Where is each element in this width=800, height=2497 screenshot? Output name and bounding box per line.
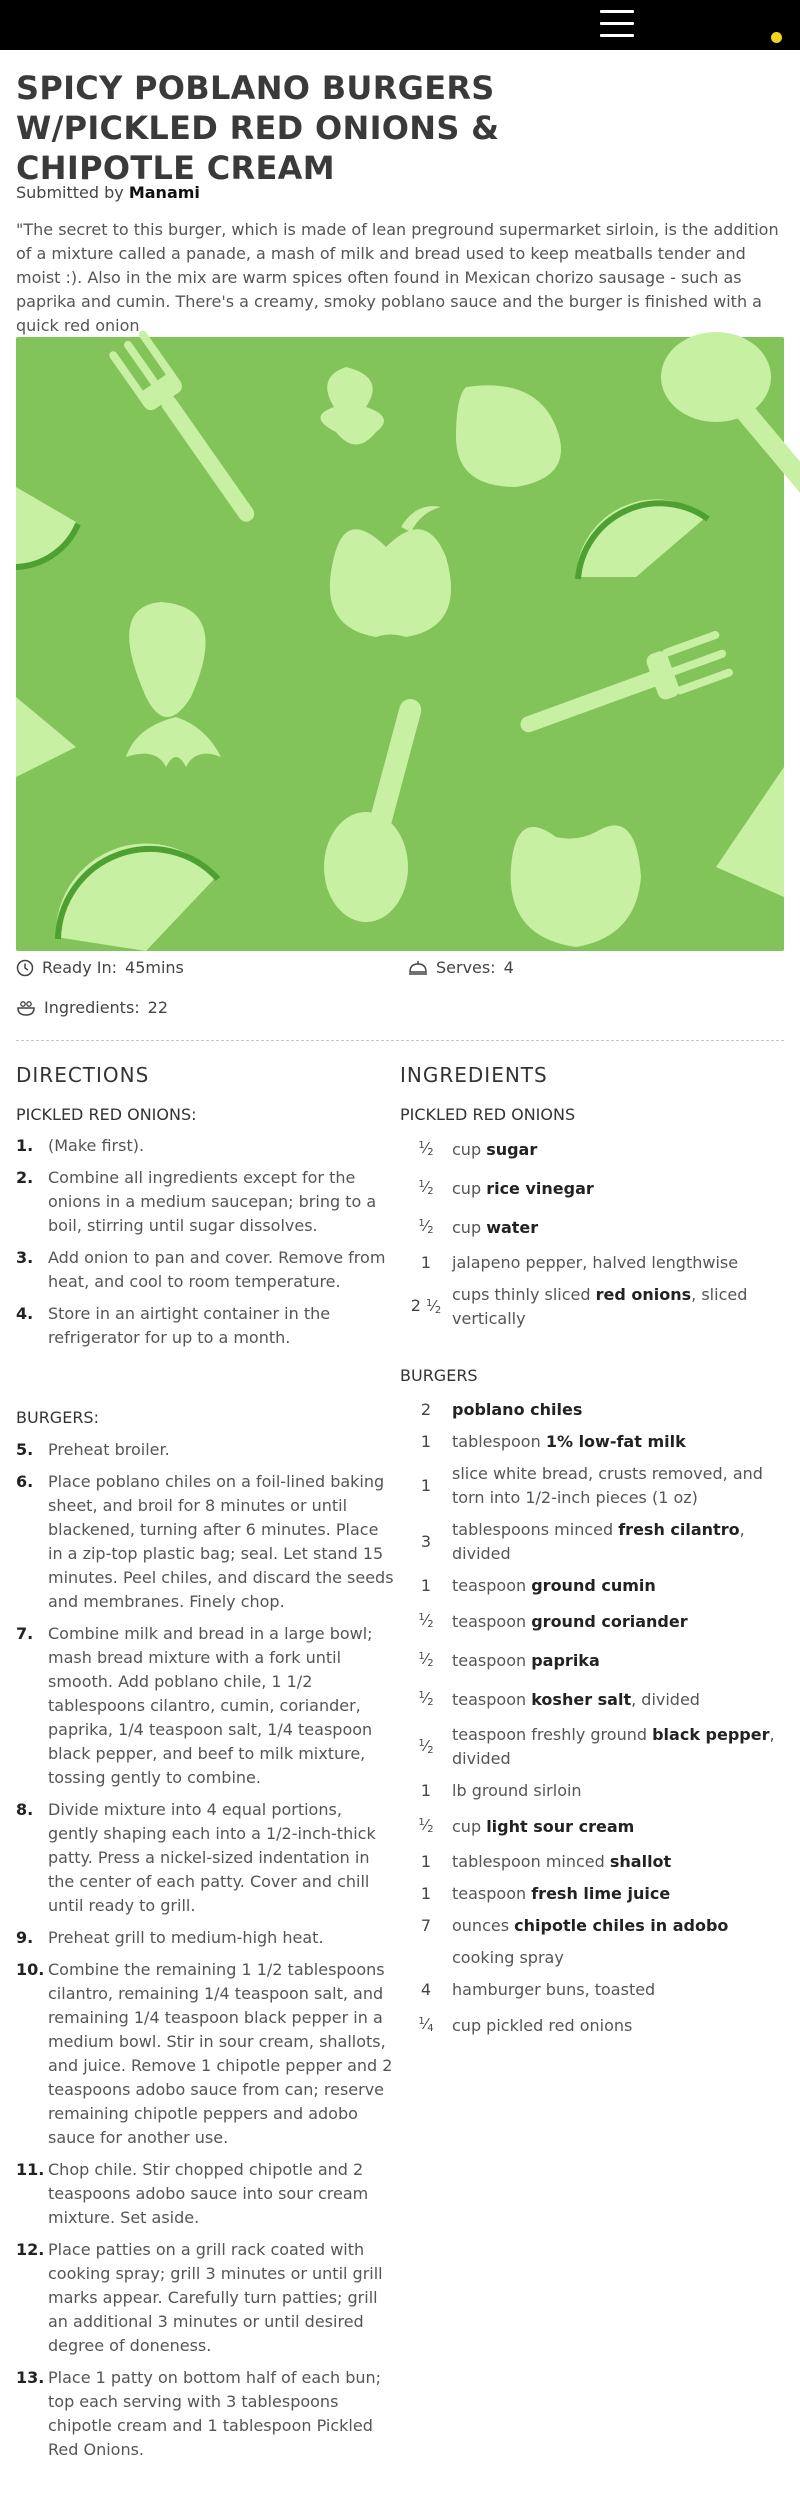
strawberry-icon [126,602,221,767]
ingredient-count [16,998,168,1017]
ingredient-quantity [400,1732,452,1763]
ingredient-prefix: teaspoon [452,1576,532,1595]
qty-whole: 1 [420,1852,432,1871]
ingredient-name-link[interactable]: shallot [609,1852,672,1871]
qty-whole: 1 [420,1253,432,1272]
ingredient-name-link[interactable]: rice vinegar [486,1178,594,1198]
direction-step [16,2366,400,2462]
recipe-hero-image [16,337,784,951]
ingredient-name-link[interactable]: black pepper [652,1725,770,1744]
ingredients-bowl-icon [16,999,36,1017]
directions-list [16,1134,400,1358]
ingredient-prefix: cooking spray [452,1948,564,1967]
qty-denominator: 2 [427,1619,434,1630]
step-text: Place 1 patty on bottom half of each bun; top each serving with 3 tablespoons chipotle cream and 1 tablespoon Pickled Red Onions. [48,2368,382,2459]
ingredient-item [400,1914,790,1938]
qty-whole: 1 [420,1576,432,1595]
ingredient-text [452,1518,788,1566]
top-nav-bar [0,0,800,50]
direction-step [16,1302,400,1350]
step-number: 2. [16,1168,34,1187]
step-number: 3. [16,1248,34,1267]
ingredient-prefix: lb ground sirloin [452,1781,582,1800]
step-number: 12. [16,2240,45,2259]
direction-step [16,1166,400,1238]
ingredient-item [400,1134,790,1165]
submitted-prefix: Submitted by [16,183,129,202]
ingredient-quantity [400,1398,452,1422]
ingredient-quantity [400,1530,452,1554]
ingredients-subheading: BURGERS [400,1366,478,1385]
serving-dish-icon [408,959,428,977]
ingredient-quantity [400,1606,452,1637]
ingredient-text [452,2014,788,2038]
ingredient-item [400,1251,790,1275]
qty-denominator: 2 [427,1658,434,1669]
ingredient-prefix: hamburger buns, toasted [452,1980,656,1999]
step-text: Divide mixture into 4 equal portions, gently shaping each into a 1/2-inch-thick patty. Press a nickel-sized indentation in the center of each patty. Cover and chill until ready to grill. [48,1800,376,1915]
ingredient-item [400,1978,790,2002]
qty-fraction: $^1⁄_2$ [426,1296,442,1316]
ingredient-text [452,1251,788,1275]
qty-whole: 3 [420,1532,432,1551]
food-pattern-illustration [16,337,784,951]
ingredient-text [452,1688,788,1712]
ingredient-text [452,1914,788,1938]
ingredient-quantity [400,1173,452,1204]
spoon-icon [661,332,800,506]
ingredient-item [400,1811,790,1842]
ingredient-item [400,1645,790,1676]
recipe-title: SPICY POBLANO BURGERS W/PICKLED RED ONIONS & CHIPOTLE CREAM [16,69,500,187]
ingredient-text [452,1574,788,1598]
strawberry-icon [320,367,561,487]
ingredient-text [452,1882,788,1906]
direction-step [16,1438,400,1462]
ingredient-text [452,1946,788,1970]
ingredient-text [452,1850,788,1874]
directions-list [16,1438,400,2470]
qty-whole: 4 [420,1980,432,1999]
step-text: Chop chile. Stir chopped chipotle and 2 teaspoons adobo sauce into sour cream mixture. Set aside. [48,2160,369,2227]
ingredient-name-link[interactable]: kosher salt [531,1689,632,1709]
fork-icon [513,630,734,750]
qty-whole: 7 [420,1916,432,1935]
step-number: 5. [16,1440,34,1459]
ingredient-name-link[interactable]: ground coriander [531,1611,688,1631]
ingredient-item [400,1684,790,1715]
ingredient-name-link[interactable]: poblano chiles [452,1400,583,1419]
direction-step [16,1926,400,1950]
qty-fraction: $^1⁄_2$ [418,1139,434,1158]
qty-fraction: $^1⁄_2$ [418,1816,434,1835]
lime-slice-icon [16,697,76,777]
qty-numerator: 1 [418,1737,425,1749]
step-number: 1. [16,1136,34,1155]
ingredient-prefix: cups thinly sliced [452,1285,596,1304]
notification-dot-icon[interactable] [771,32,782,43]
ready-label: Ready In: [42,958,118,977]
submitted-by [16,183,200,202]
ingredient-item [400,1283,790,1331]
ready-in [16,958,184,977]
step-number: 4. [16,1304,34,1323]
step-number: 9. [16,1928,34,1947]
qty-numerator: 1 [418,1817,425,1828]
ingredient-item [400,1430,790,1454]
clock-icon [16,959,34,977]
direction-step [16,1246,400,1294]
qty-fraction: $^1⁄_2$ [418,1689,434,1708]
ingredient-text [452,1430,788,1454]
ingredient-prefix: ounces [452,1916,515,1935]
ingredient-quantity [400,1292,452,1323]
author-link[interactable]: Manami [128,183,200,202]
qty-numerator: 1 [418,1218,425,1229]
step-number: 6. [16,1472,34,1491]
ingredient-name-link[interactable]: water [486,1217,539,1237]
ingredient-prefix: teaspoon [452,1611,532,1631]
serves [408,958,514,977]
step-number: 13. [16,2368,45,2387]
ingredients-value: 22 [147,998,169,1017]
direction-step [16,2238,400,2358]
step-number: 11. [16,2160,45,2179]
direction-step [16,1798,400,1918]
ingredient-item [400,1574,790,1598]
ingredient-prefix: tablespoon [452,1432,546,1451]
ingredient-name-link[interactable]: fresh lime juice [531,1884,671,1903]
step-text: Add onion to pan and cover. Remove from heat, and cool to room temperature. [48,1248,386,1291]
ingredient-quantity [400,1914,452,1938]
ingredient-suffix: , divided [452,1725,775,1768]
ingredients-label: Ingredients: [44,998,140,1017]
step-text: Store in an airtight container in the refrigerator for up to a month. [48,1304,331,1347]
serves-value: 4 [503,958,514,977]
qty-numerator: 1 [418,1690,425,1701]
ingredient-item [400,2010,790,2041]
ingredient-text [452,1177,788,1201]
ingredient-name-link[interactable]: light sour cream [486,1816,635,1836]
recipe-description: "The secret to this burger, which is made of lean preground supermarket sirloin, is the addition of a mixture called a panade, a mash of milk and bread used to keep meatballs tender and moist :). Also in the mix are warm spices often found in Mexican chorizo sausage - such as paprika and cumin. There's a creamy, smoky poblano sauce and the burger is finished with a quick red onion [16,220,779,335]
menu-line [600,34,634,37]
qty-denominator: 2 [427,1147,434,1158]
ingredient-text [452,1815,788,1839]
ingredients-subheading: PICKLED RED ONIONS [400,1105,576,1124]
ingredient-name-link[interactable]: fresh cilantro [618,1520,740,1539]
ingredient-prefix: cup [452,1816,487,1836]
qty-fraction: $^1⁄_2$ [418,1611,434,1630]
ingredient-text [452,1779,788,1803]
ingredient-quantity [400,1645,452,1676]
ingredient-item [400,1946,790,1970]
ingredient-name-link[interactable]: red onions [595,1285,692,1304]
step-text: (Make first). [48,1136,145,1155]
ingredient-prefix: tablespoon minced [452,1852,610,1871]
qty-fraction: $^1⁄_2$ [418,1650,434,1669]
directions-subheading: PICKLED RED ONIONS: [16,1105,197,1124]
direction-step [16,1470,400,1614]
serves-label: Serves: [436,958,496,977]
menu-line [600,10,634,13]
qty-whole: 1 [420,1432,432,1451]
ingredient-quantity [400,1684,452,1715]
ingredient-suffix: , sliced vertically [452,1285,748,1328]
step-text: Combine milk and bread in a large bowl; mash bread mixture with a fork until smooth. Add poblano chile, 1 1/2 tablespoons cilantro, cumin, coriander, paprika, 1/4 teaspoon salt, 1/4 teaspoon black pepper, and beef to milk mixture, tossing gently to combine. [48,1624,373,1787]
ingredients-list [400,1134,790,1339]
ingredient-item [400,1212,790,1243]
apple-icon [330,506,451,637]
qty-numerator: 1 [418,1651,425,1662]
direction-step [16,2158,400,2230]
ingredient-quantity [400,1779,452,1803]
ingredient-suffix: , divided [631,1689,700,1709]
ingredient-prefix: teaspoon [452,1650,532,1670]
direction-step [16,1134,400,1158]
qty-numerator: 1 [418,2016,425,2027]
ingredient-item [400,1606,790,1637]
qty-whole: 1 [420,1476,432,1495]
ingredient-quantity [400,1574,452,1598]
menu-line [600,22,634,25]
directions-heading: DIRECTIONS [16,1063,150,1087]
spoon-icon [324,697,424,922]
ingredient-suffix: , divided [452,1520,745,1563]
ingredient-quantity [400,1134,452,1165]
qty-denominator: 2 [427,1225,434,1236]
ingredient-quantity [400,1811,452,1842]
ingredient-name-link[interactable]: ground cumin [531,1576,656,1595]
qty-numerator: 1 [418,1612,425,1623]
qty-whole: 2 [410,1295,421,1315]
ingredient-name-link[interactable]: sugar [486,1139,538,1159]
fork-icon [108,329,269,533]
ingredient-prefix: cup [452,1139,487,1159]
ingredient-text [452,1462,788,1510]
ingredient-text [452,1138,788,1162]
apple-icon [511,825,641,947]
ingredient-item [400,1462,790,1510]
ingredients-heading: INGREDIENTS [400,1063,548,1087]
ingredient-item [400,1398,790,1422]
qty-numerator: 1 [418,1140,425,1151]
lime-slice-icon [716,767,784,897]
step-number: 8. [16,1800,34,1819]
ingredient-quantity [400,1251,452,1275]
ingredient-prefix: teaspoon [452,1689,532,1709]
ingredient-item [400,1882,790,1906]
ingredient-item [400,1173,790,1204]
section-divider [16,1040,784,1041]
qty-denominator: 4 [427,2023,434,2034]
ingredient-prefix: tablespoons minced [452,1520,619,1539]
qty-denominator: 2 [427,1824,434,1835]
directions-subheading: BURGERS: [16,1408,99,1427]
qty-denominator: 2 [427,1744,434,1756]
ingredient-prefix: cup [452,1217,487,1237]
ingredient-item [400,1850,790,1874]
hamburger-menu-icon[interactable] [600,7,634,39]
ingredient-name-link[interactable]: paprika [531,1650,600,1670]
ready-value: 45mins [125,958,184,977]
step-text: Place patties on a grill rack coated with cooking spray; grill 3 minutes or until grill marks appear. Carefully turn patties; grill an additional 3 minutes or until desired degree of doneness. [48,2240,383,2355]
step-text: Place poblano chiles on a foil-lined baking sheet, and broil for 8 minutes or until blackened, turning after 6 minutes. Place in a zip-top plastic bag; seal. Let stand 15 minutes. Peel chiles, and discard the seeds and membranes. Finely chop. [48,1472,394,1611]
ingredient-text [452,1649,788,1673]
ingredient-name-link[interactable]: chipotle chiles in adobo [514,1916,729,1935]
ingredient-prefix: slice white bread, crusts removed, and torn into 1/2-inch pieces (1 oz) [452,1464,763,1507]
ingredient-item [400,1779,790,1803]
ingredient-item [400,1723,790,1771]
step-text: Preheat broiler. [48,1440,170,1459]
lime-slice-icon [16,487,78,567]
ingredient-text [452,1723,788,1771]
ingredient-quantity [400,1978,452,2002]
ingredient-prefix: teaspoon [452,1884,532,1903]
ingredient-text [452,1398,788,1422]
lime-slice-icon [576,499,708,579]
qty-numerator: 1 [418,1179,425,1190]
ingredient-quantity [400,1430,452,1454]
ingredient-text [452,1216,788,1240]
step-text: Preheat grill to medium-high heat. [48,1928,324,1947]
qty-fraction: $^1⁄_2$ [418,1178,434,1197]
step-text: Combine all ingredients except for the onions in a medium saucepan; bring to a boil, stirring until sugar dissolves. [48,1168,377,1235]
ingredients-list [400,1398,790,2049]
ingredient-name-link[interactable]: 1% low-fat milk [545,1432,686,1451]
qty-whole: 1 [420,1884,432,1903]
ingredient-text [452,1283,788,1331]
direction-step [16,1958,400,2150]
qty-denominator: 2 [434,1304,442,1316]
ingredient-text [452,1978,788,2002]
qty-whole: 1 [420,1781,432,1800]
qty-fraction: $^1⁄_4$ [418,2015,434,2034]
ingredient-prefix: jalapeno pepper, halved lengthwise [452,1253,739,1272]
qty-fraction: $^1⁄_2$ [418,1736,434,1756]
step-number: 7. [16,1624,34,1643]
ingredient-quantity [400,1474,452,1498]
ingredient-quantity [400,1882,452,1906]
ingredient-quantity [400,2010,452,2041]
step-number: 10. [16,1960,45,1979]
direction-step [16,1622,400,1790]
ingredient-quantity [400,1850,452,1874]
qty-numerator: 1 [426,1297,433,1309]
lime-slice-icon [56,843,218,951]
ingredient-prefix: teaspoon freshly ground [452,1725,653,1744]
step-text: Combine the remaining 1 1/2 tablespoons cilantro, remaining 1/4 teaspoon salt, and remaining 1/4 teaspoon black pepper in a medium bowl. Stir in sour cream, shallots, and juice. Remove 1 chipotle pepper and 2 teaspoons adobo sauce from can; reserve remaining chipotle peppers and adobo sauce for another use. [48,1960,393,2147]
qty-denominator: 2 [427,1186,434,1197]
ingredient-text [452,1610,788,1634]
qty-whole: 2 [420,1400,432,1419]
ingredient-item [400,1518,790,1566]
qty-denominator: 2 [427,1697,434,1708]
ingredient-quantity [400,1212,452,1243]
ingredient-prefix: cup [452,1178,487,1198]
qty-fraction: $^1⁄_2$ [418,1217,434,1236]
ingredient-prefix: cup pickled red onions [452,2015,633,2035]
